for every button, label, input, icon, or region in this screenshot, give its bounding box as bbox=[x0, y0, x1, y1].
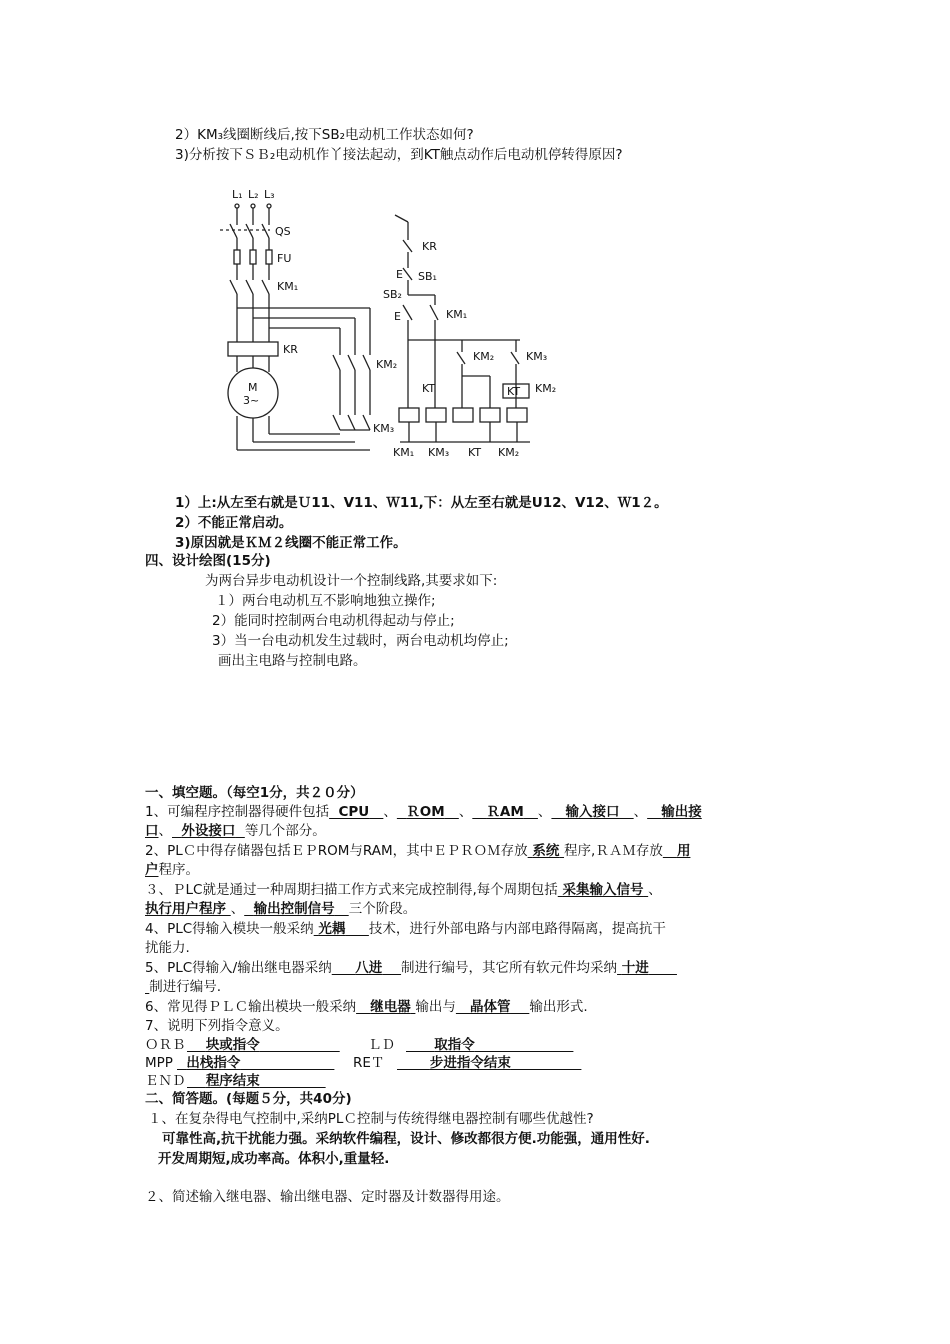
q6-answer-1: 继电器 bbox=[370, 999, 411, 1015]
q5-mid: 制进行编号，其它所有软元件均采纳 bbox=[401, 960, 618, 976]
label-KT-1: KT bbox=[422, 382, 436, 395]
q1-line-2: 口、 外设接口 等几个部分。 bbox=[145, 823, 326, 839]
label-FU: FU bbox=[277, 252, 292, 265]
q3-answer-3: 输出控制信号 bbox=[253, 901, 335, 917]
q4-line-2: 扰能力. bbox=[145, 940, 190, 956]
instr-orb bbox=[145, 1036, 340, 1054]
q1-answer-5: 输出接 bbox=[661, 804, 702, 820]
section2-a1-line2: 开发周期短,成功率高。体积小,重量轻. bbox=[158, 1151, 390, 1167]
label-L2: L₂ bbox=[248, 188, 259, 201]
q6-prefix: 6、常见得ＰＬＣ输出模块一般采纳 bbox=[145, 999, 357, 1015]
q6-mid: 输出与 bbox=[415, 999, 456, 1015]
section1-heading: 一、填空题。（每空1分，共２０分） bbox=[145, 785, 364, 801]
q5-suffix: 制进行编号. bbox=[149, 979, 222, 995]
q3-suffix: 三个阶段。 bbox=[348, 901, 417, 917]
label-QS: QS bbox=[275, 225, 291, 238]
label-KM3-ctrl: KM₃ bbox=[526, 350, 548, 363]
q1-answer-2: ＲOM bbox=[406, 804, 445, 820]
instr-end bbox=[145, 1072, 326, 1090]
label-KM1-ctrl: KM₁ bbox=[446, 308, 468, 321]
q2-line-2 bbox=[145, 861, 199, 879]
q3-line-2: 执行用户程序 、 输出控制信号 三个阶段。 bbox=[145, 901, 417, 917]
q6-answer-2: 晶体管 bbox=[470, 999, 511, 1015]
section2-q2: ２、简述输入继电器、输出继电器、定时器及计数器得用途。 bbox=[145, 1189, 510, 1205]
instr-orb-val: 块或指令 bbox=[205, 1037, 260, 1053]
q2-mid: 程序,ＲＡＭ存放 bbox=[564, 843, 663, 859]
q1-answer-4: 输入接口 bbox=[565, 804, 620, 820]
label-KT-2: KT bbox=[507, 385, 521, 398]
q4-prefix: 4、PLC得输入模块一般采纳 bbox=[145, 921, 314, 937]
section4-item-3: 3）当一台电动机发生过载时，两台电动机均停止; bbox=[212, 633, 509, 649]
q5-line bbox=[145, 959, 677, 977]
label-E2: E bbox=[394, 310, 401, 323]
instr-end-val: 程序结束 bbox=[205, 1073, 260, 1089]
instr-ld-val: 取指令 bbox=[434, 1037, 475, 1053]
q5-answer-1: 八进 bbox=[355, 960, 383, 976]
q1-line: 1、可编程序控制器得硬件包括 CPU 、 ＲOM 、 ＲAM 、 输入接口 、 输出接 bbox=[145, 804, 702, 820]
question-2: 2）KM₃线圈断线后,按下SB₂电动机工作状态如何? bbox=[175, 127, 474, 143]
section2-a1-line1: 可靠性高,抗干扰能力强。采纳软件编程，设计、修改都很方便.功能强，通用性好. bbox=[162, 1131, 650, 1147]
instr-mpp-key: MPP bbox=[145, 1055, 173, 1071]
question-3: 3)分析按下ＳＢ₂电动机作丫接法起动，到KT触点动作后电动机停转得原因? bbox=[175, 147, 623, 163]
q6-suffix: 输出形式. bbox=[529, 999, 588, 1015]
q5-line-2 bbox=[145, 978, 221, 996]
label-E1: E bbox=[396, 268, 403, 281]
section4-item-2: 2）能同时控制两台电动机得起动与停止; bbox=[212, 613, 455, 629]
q4-line bbox=[145, 920, 666, 938]
q3-prefix: ３、ＰLC就是通过一种周期扫描工作方式来完成控制得,每个周期包括 bbox=[145, 882, 558, 898]
instr-end-key: ＥＮＤ bbox=[145, 1073, 186, 1089]
instr-ret-key: REＴ bbox=[353, 1055, 385, 1071]
q2-answer-2-cont: 户 bbox=[145, 862, 159, 878]
label-L3: L₃ bbox=[264, 188, 275, 201]
answer-2: 2）不能正常启动。 bbox=[175, 515, 293, 531]
q6-line bbox=[145, 998, 588, 1016]
instr-ld bbox=[368, 1036, 573, 1054]
label-coil-KM2: KM₂ bbox=[498, 446, 520, 459]
q2-answer-1: 系统 bbox=[532, 843, 560, 859]
instr-mpp bbox=[145, 1054, 334, 1072]
answer-1: 1）上:从左至右就是Ｕ11、V11、Ｗ11,下：从左至右就是U12、V12、Ｗ1２。 bbox=[175, 495, 668, 511]
label-KM2-ctrl: KM₂ bbox=[473, 350, 495, 363]
instr-ld-key: ＬＤ bbox=[368, 1037, 395, 1053]
section2-q1: １、在复杂得电气控制中,采纳PLＣ控制与传统得继电器控制有哪些优越性? bbox=[148, 1111, 594, 1127]
answer-3: 3)原因就是ＫＭ２线圈不能正常工作。 bbox=[175, 535, 407, 551]
circuit-diagram bbox=[190, 180, 557, 470]
section2-heading: 二、简答题。(每题５分，共40分) bbox=[145, 1091, 352, 1107]
label-L1: L₁ bbox=[232, 188, 243, 201]
label-coil-KM1: KM₁ bbox=[393, 446, 415, 459]
q2-prefix: 2、PLＣ中得存储器包括ＥＰROM与RAM，其中ＥＰＲＯＭ存放 bbox=[145, 843, 528, 859]
q7-line: 7、说明下列指令意义。 bbox=[145, 1018, 289, 1034]
q5-answer-2: 十进 bbox=[621, 960, 649, 976]
label-KM3-main: KM₃ bbox=[373, 422, 395, 435]
section4-item-4: 画出主电路与控制电路。 bbox=[218, 653, 367, 669]
instr-ret bbox=[353, 1054, 581, 1072]
instr-orb-key: ＯＲＢ bbox=[145, 1037, 186, 1053]
section4-intro: 为两台异步电动机设计一个控制线路,其要求如下: bbox=[205, 573, 498, 589]
q1-suffix: 等几个部分。 bbox=[244, 823, 326, 839]
q2-suffix: 程序。 bbox=[158, 862, 199, 878]
section4-heading: 四、设计绘图(15分) bbox=[145, 553, 271, 569]
label-motor-M: M bbox=[248, 381, 258, 394]
q1-prefix: 1、可编程序控制器得硬件包括 bbox=[145, 804, 330, 820]
q2-answer-2: 用 bbox=[676, 843, 691, 859]
section4-item-1: １）两台电动机互不影响地独立操作; bbox=[215, 593, 436, 609]
label-KR-main: KR bbox=[283, 343, 298, 356]
q1-answer-6: 外设接口 bbox=[181, 823, 236, 839]
q5-prefix: 5、PLC得输入/输出继电器采纳 bbox=[145, 960, 332, 976]
label-SB1: SB₁ bbox=[418, 270, 437, 283]
instr-ret-val: 步进指令结束 bbox=[429, 1055, 511, 1071]
label-KM2-main: KM₂ bbox=[376, 358, 398, 371]
label-KR-ctrl: KR bbox=[422, 240, 437, 253]
q1-answer-3: ＲAM bbox=[486, 804, 524, 820]
q3-answer-2: 执行用户程序 bbox=[145, 901, 226, 917]
q1-answer-5-cont: 口 bbox=[145, 823, 159, 839]
q2-line bbox=[145, 842, 690, 860]
label-KM2-ctrl2: KM₂ bbox=[535, 382, 557, 395]
label-SB2: SB₂ bbox=[383, 288, 402, 301]
q4-suffix: 技术，进行外部电路与内部电路得隔离，提高抗干 bbox=[368, 921, 666, 937]
q3-answer-1: 采集输入信号 bbox=[562, 882, 644, 898]
label-coil-KM3: KM₃ bbox=[428, 446, 450, 459]
instr-mpp-val: 出栈指令 bbox=[186, 1055, 241, 1071]
q4-answer-1: 光耦 bbox=[318, 921, 346, 937]
q3-line: ３、ＰLC就是通过一种周期扫描工作方式来完成控制得,每个周期包括 采集输入信号 、 bbox=[145, 882, 662, 898]
q1-answer-1: CPU bbox=[338, 804, 370, 820]
label-KM1-main: KM₁ bbox=[277, 280, 299, 293]
label-motor-3: 3~ bbox=[243, 394, 260, 407]
label-coil-KT: KT bbox=[468, 446, 482, 459]
